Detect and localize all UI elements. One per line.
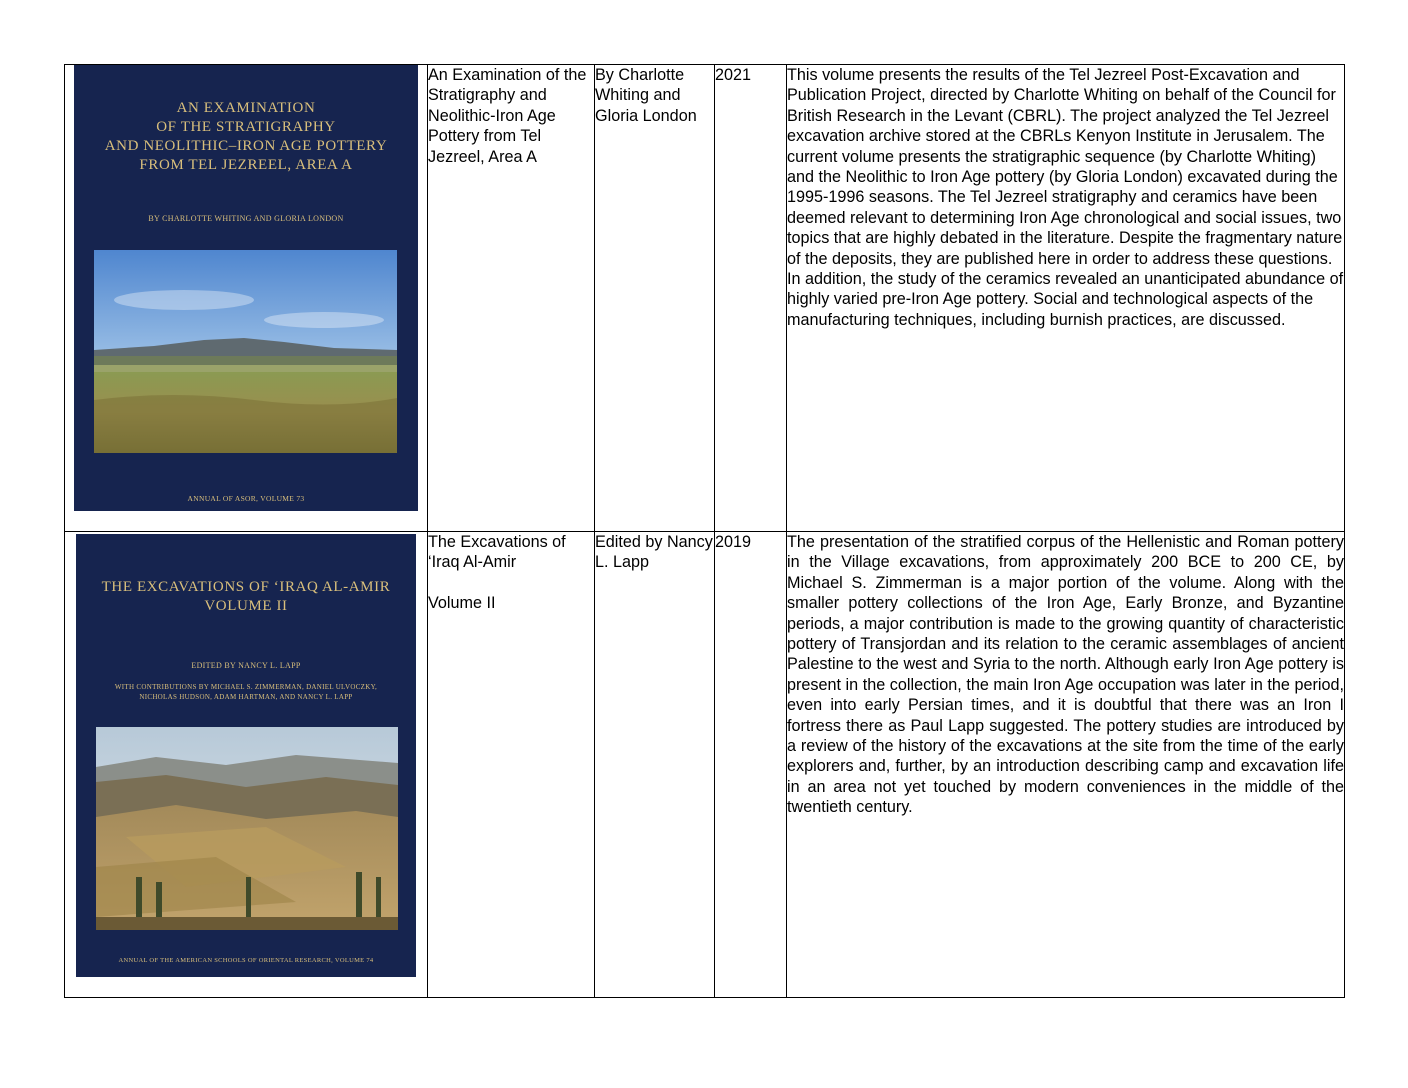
- table-row: [65, 532, 1345, 998]
- cover-title-line: AND NEOLITHIC–IRON AGE POTTERY: [104, 138, 388, 154]
- book-title: An Examination of the Stratigraphy and Neolithic-Iron Age Pottery from Tel Jezreel, Area A: [428, 65, 595, 532]
- book-description: The presentation of the stratified corpus of the Hellenistic and Roman pottery in the Village excavations, from approximately 200 BCE to 200 CE, by Michael S. Zimmerman is a major portion of the volume. Along with the smaller pottery collections of the Iron Age, Early Bronze, and Byzantine periods, a major contribution is made to the growing quantity of characteristic pottery of Transjordan and its relation to the ceramic assemblages of ancient Palestine to the west and Syria to the north. Although early Iron Age pottery is present in the collection, the main Iron Age occupation was later in the period, even into early Persian times, and it is doubtful that there was an Iron I fortress there as Paul Lapp suggested. The pottery studies are introduced by a review of the history of the excavations at the site from the time of the early explorers and, further, by an introduction describing camp and excavation life in an area not yet touched by modern conveniences in the middle of the twentieth century.: [787, 532, 1345, 998]
- cover-title-line: FROM TEL JEZREEL, AREA A: [139, 157, 353, 173]
- book-title-line: Volume II: [428, 594, 496, 613]
- cover-contributors-line: WITH CONTRIBUTIONS BY MICHAEL S. ZIMMERMAN, DANIEL ULVOCZKY,: [114, 683, 378, 691]
- book-title: [428, 532, 595, 998]
- cover-photo-landscape: [94, 250, 397, 453]
- books-table: [64, 64, 1345, 998]
- book-authors: Edited by Nancy L. Lapp: [595, 532, 715, 998]
- cover-title-line: AN EXAMINATION: [176, 100, 316, 116]
- book-title-line: The Excavations of ‘Iraq Al-Amir: [428, 533, 566, 572]
- cover-cell: [65, 532, 428, 998]
- table-row: [65, 65, 1345, 532]
- cover-cell: [65, 65, 428, 532]
- book-authors: By Charlotte Whiting and Gloria London: [595, 65, 715, 532]
- cover-title-line: OF THE STRATIGRAPHY: [156, 119, 336, 135]
- blank-line: [428, 573, 594, 593]
- cover-photo-landscape: [96, 727, 398, 930]
- cover-title-line: THE EXCAVATIONS OF ‘IRAQ AL-AMIR: [101, 579, 391, 595]
- cover-contributors-line: NICHOLAS HUDSON, ADAM HARTMAN, AND NANCY L. LAPP: [139, 693, 353, 701]
- cover-title-line: VOLUME II: [204, 598, 288, 614]
- cover-title: [76, 578, 416, 616]
- book-cover: [76, 534, 416, 977]
- cover-title: [74, 99, 418, 175]
- book-cover: [74, 65, 418, 511]
- book-year: 2021: [715, 65, 787, 532]
- cover-contributors: [76, 682, 416, 702]
- book-description: This volume presents the results of the Tel Jezreel Post-Excavation and Publication Project, directed by Charlotte Whiting on behalf of the Council for British Research in the Levant (CBRL). The project analyzed the Tel Jezreel excavation archive stored at the CBRLs Kenyon Institute in Jerusalem. The current volume presents the stratigraphic sequence (by Charlotte Whiting) and the Neolithic to Iron Age pottery (by Gloria London) excavated during the 1995-1996 seasons. The Tel Jezreel stratigraphy and ceramics have been deemed relevant to determining Iron Age chronological and social issues, two topics that are highly debated in the literature. Despite the fragmentary nature of the deposits, they are published here in order to address these questions. In addition, the study of the ceramics revealed an unanticipated abundance of highly varied pre-Iron Age pottery. Social and technological aspects of the manufacturing techniques, including burnish practices, are discussed.: [787, 65, 1345, 532]
- book-year: 2019: [715, 532, 787, 998]
- cover-byline: EDITED BY NANCY L. LAPP: [191, 661, 301, 670]
- cover-footer: ANNUAL OF ASOR, VOLUME 73: [187, 494, 305, 503]
- cover-byline: BY CHARLOTTE WHITING AND GLORIA LONDON: [148, 214, 344, 223]
- cover-footer: ANNUAL OF THE AMERICAN SCHOOLS OF ORIENTAL RESEARCH, VOLUME 74: [118, 957, 374, 964]
